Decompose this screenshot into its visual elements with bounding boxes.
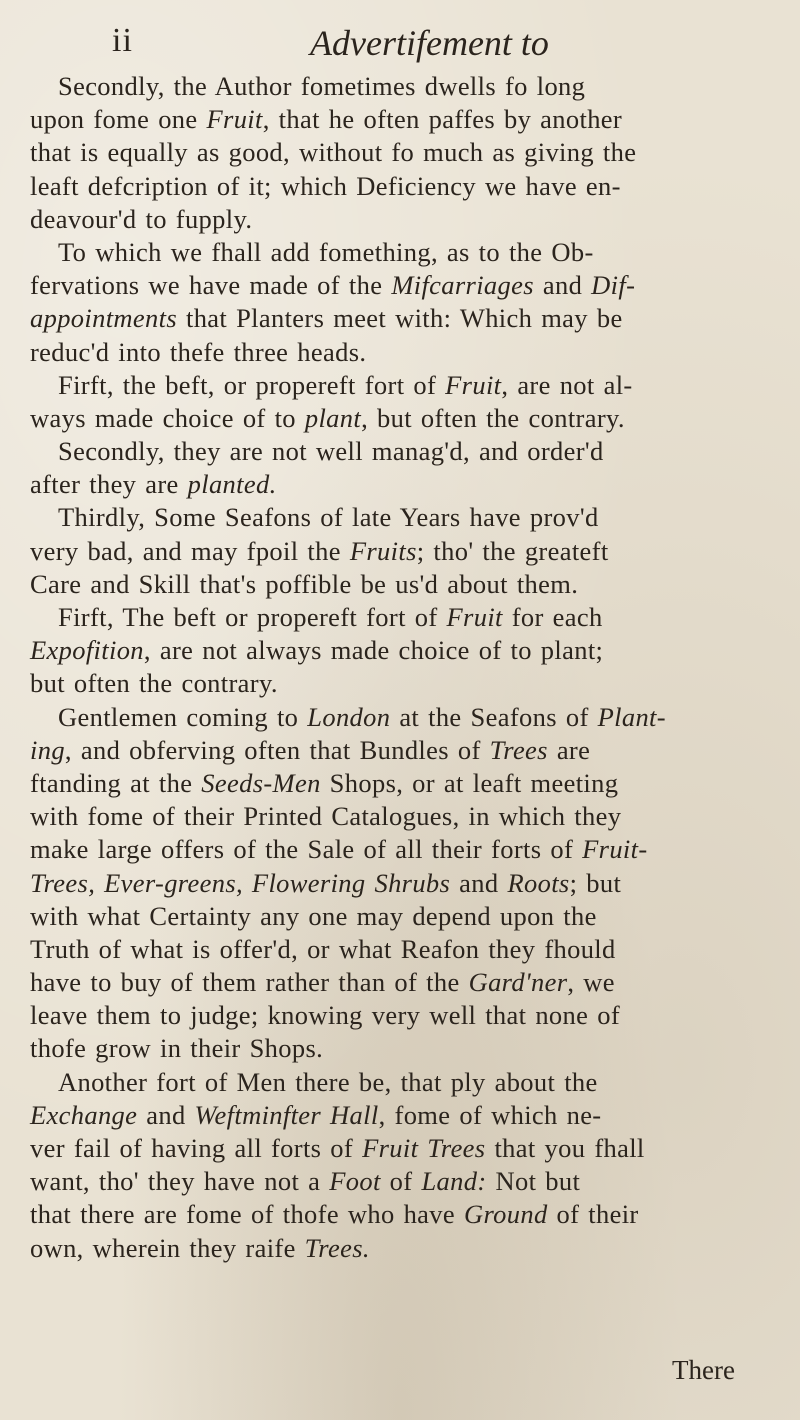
text-line	[30, 369, 790, 402]
italic-text: appointments	[30, 303, 177, 334]
text-line	[30, 999, 790, 1032]
roman-text: Shops, or at leaft meeting	[320, 767, 619, 798]
text-line	[30, 966, 790, 999]
text-line	[30, 900, 790, 933]
roman-text: are	[547, 734, 591, 765]
roman-text: fervations we have made of the	[30, 270, 392, 301]
text-line	[30, 1032, 790, 1065]
italic-text: Gard'ner	[468, 967, 568, 998]
roman-text: Secondly, the Author fometimes dwells fo long	[58, 71, 586, 101]
text-line	[30, 867, 790, 900]
roman-text: deavour'd to fupply.	[30, 203, 253, 234]
italic-text: Ground	[463, 1199, 548, 1230]
text-line	[30, 468, 790, 501]
roman-text: ways made choice of to	[30, 402, 305, 433]
text-line	[30, 236, 790, 269]
text-line	[30, 767, 790, 800]
italic-text: Trees, Ever-greens, Flowering Shrubs	[30, 867, 451, 898]
roman-text: of their	[547, 1199, 639, 1230]
roman-text: and	[137, 1099, 195, 1130]
text-line	[30, 136, 790, 169]
roman-text: and	[450, 867, 508, 898]
text-line	[30, 402, 790, 435]
italic-text: Seeds-Men	[201, 767, 321, 798]
italic-text: planted.	[187, 469, 277, 500]
roman-text: reduc'd into thefe three heads.	[30, 336, 367, 367]
roman-text: upon fome one	[30, 104, 207, 135]
roman-text: Firft, the beft, or propereft fort of	[58, 369, 446, 400]
italic-text: Weftminfter Hall	[194, 1099, 379, 1130]
roman-text: ; tho' the greateft	[416, 535, 609, 566]
roman-text: thofe grow in their Shops.	[30, 1033, 324, 1064]
roman-text: ftanding at the	[30, 767, 202, 798]
roman-text: To which we fhall add fomething, as to the Ob-	[58, 236, 594, 267]
roman-text: after they are	[30, 469, 188, 500]
text-line	[30, 336, 790, 369]
text-line	[30, 800, 790, 833]
text-line	[30, 601, 790, 634]
roman-text: want, tho' they have not a	[30, 1166, 330, 1197]
text-line	[30, 170, 790, 203]
italic-text: Trees	[489, 734, 548, 765]
text-line	[30, 933, 790, 966]
text-line	[30, 1232, 790, 1265]
italic-text: Foot	[329, 1166, 381, 1197]
text-line	[30, 435, 790, 468]
roman-text: , we	[567, 967, 615, 998]
italic-text: Fruit	[445, 369, 502, 400]
italic-text: Dif-	[591, 270, 636, 301]
roman-text: leave them to judge; knowing very well that none of	[30, 1000, 620, 1031]
roman-text: Truth of what is offer'd, or what Reafon they fhould	[30, 933, 616, 964]
roman-text: Not but	[486, 1166, 581, 1197]
roman-text: Firft, The beft or propereft fort of	[58, 602, 447, 632]
text-line	[30, 1066, 790, 1099]
text-line	[30, 70, 790, 103]
italic-text: Expofition	[30, 635, 144, 666]
text-line	[30, 535, 790, 568]
text-line	[30, 1165, 790, 1198]
italic-text: Land:	[421, 1166, 487, 1197]
body-text	[30, 70, 790, 1265]
text-line	[30, 302, 790, 335]
italic-text: Exchange	[30, 1099, 138, 1130]
text-line	[30, 568, 790, 601]
roman-text: for each	[502, 602, 603, 632]
roman-text: , fome of which ne-	[378, 1099, 602, 1130]
roman-text: that there are fome of thofe who have	[30, 1199, 464, 1230]
roman-text: , that he often paffes by another	[262, 104, 623, 135]
roman-text: Care and Skill that's poffible be us'd about them.	[30, 568, 579, 599]
roman-text: with fome of their Printed Catalogues, in which they	[30, 801, 622, 832]
roman-text: very bad, and may fpoil the	[30, 535, 350, 566]
text-line	[30, 103, 790, 136]
roman-text: that you fhall	[485, 1133, 645, 1163]
text-line	[30, 1132, 790, 1165]
text-line	[30, 701, 790, 734]
italic-text: ing	[30, 734, 65, 765]
italic-text: Mifcarriages	[391, 270, 534, 301]
roman-text: Gentlemen coming to	[58, 701, 308, 732]
roman-text: and	[533, 270, 592, 301]
roman-text: ; but	[569, 867, 622, 898]
roman-text: ver fail of having all forts of	[30, 1133, 363, 1163]
roman-text: of	[380, 1166, 422, 1197]
text-line	[30, 1099, 790, 1132]
roman-text: , and obferving often that Bundles of	[64, 734, 490, 765]
text-line	[30, 634, 790, 667]
italic-text: Fruit-	[582, 834, 648, 865]
catchword: There	[672, 1355, 735, 1385]
text-line	[30, 203, 790, 236]
italic-text: plant	[304, 402, 362, 433]
roman-text: but often the contrary.	[30, 668, 278, 699]
roman-text: , are not always made choice of to plant;	[143, 635, 604, 666]
roman-text: that is equally as good, without fo much as giving the	[30, 137, 637, 168]
roman-text: with what Certainty any one may depend upon the	[30, 900, 597, 931]
roman-text: Secondly, they are not well manag'd, and order'd	[58, 436, 604, 467]
italic-text: Fruit Trees	[362, 1133, 486, 1163]
page-number: ii	[112, 22, 133, 59]
italic-text: Fruits	[349, 535, 417, 566]
text-line	[30, 269, 790, 302]
italic-text: London	[307, 701, 391, 732]
roman-text: Thirdly, Some Seafons of late Years have prov'd	[58, 502, 599, 533]
italic-text: Trees.	[304, 1232, 370, 1263]
text-line	[30, 1198, 790, 1231]
roman-text: own, wherein they raife	[30, 1232, 305, 1263]
italic-text: Fruit	[206, 104, 263, 135]
roman-text: , but often the contrary.	[361, 402, 625, 433]
text-line	[30, 833, 790, 866]
text-line	[30, 501, 790, 534]
text-line	[30, 734, 790, 767]
italic-text: Fruit	[446, 602, 503, 632]
roman-text: that Planters meet with: Which may be	[177, 303, 623, 334]
italic-text: Plant-	[597, 701, 666, 732]
roman-text: Another fort of Men there be, that ply about the	[58, 1066, 598, 1097]
running-head: Advertifement to	[310, 23, 549, 63]
roman-text: leaft defcription of it; which Deficiency we have en-	[30, 170, 621, 201]
roman-text: at the Seafons of	[390, 701, 598, 732]
page-header	[60, 22, 760, 66]
roman-text: , are not al-	[501, 369, 633, 400]
roman-text: have to buy of them rather than of the	[30, 967, 469, 998]
italic-text: Roots	[507, 867, 570, 898]
text-line	[30, 667, 790, 700]
roman-text: make large offers of the Sale of all their forts of	[30, 834, 583, 865]
